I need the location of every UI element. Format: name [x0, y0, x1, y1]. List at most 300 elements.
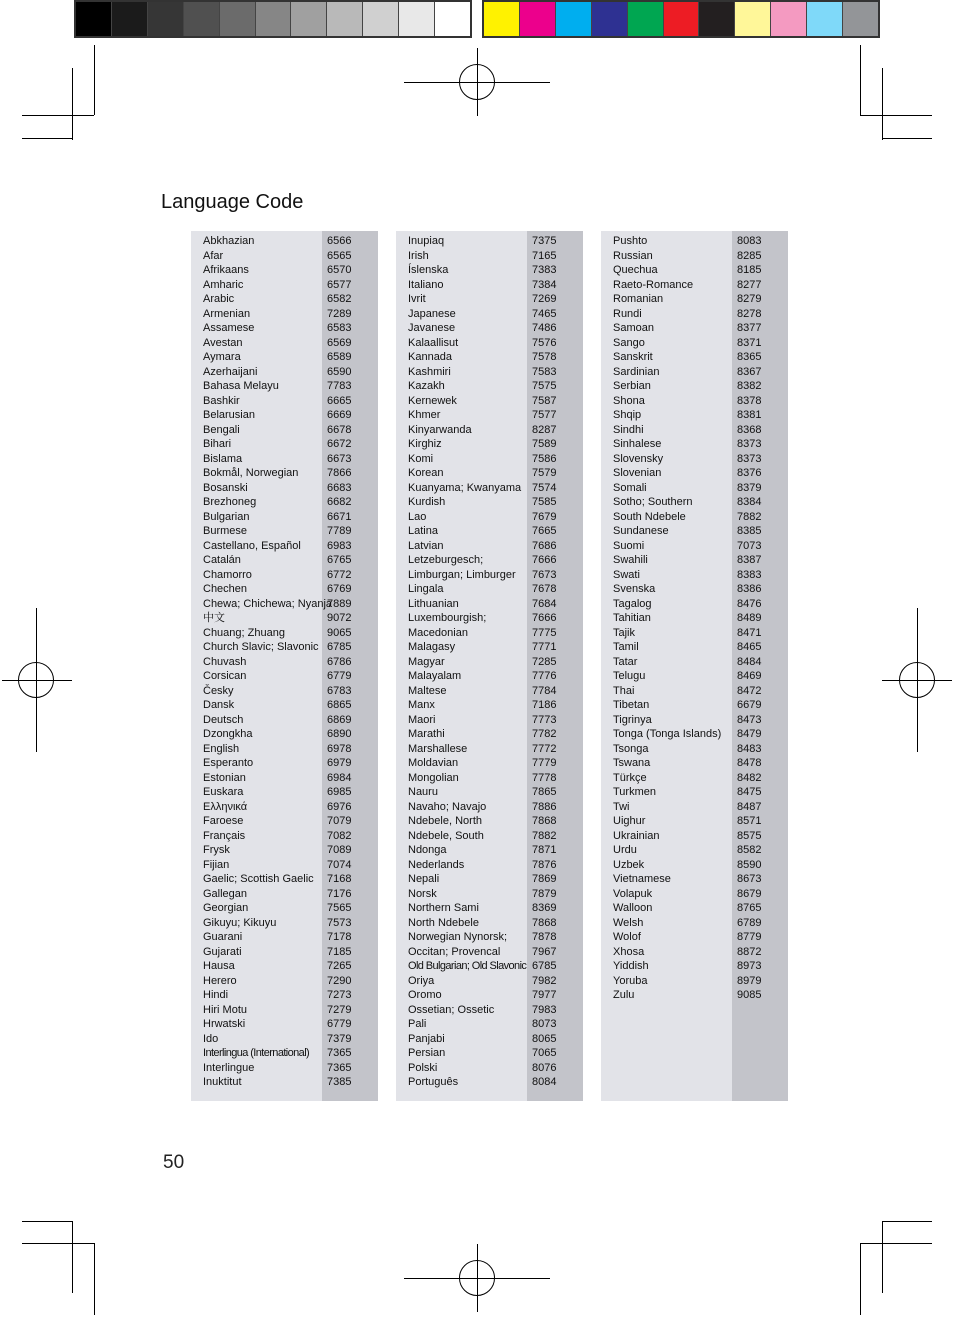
language-name: Latina	[408, 525, 438, 537]
language-code: 8476	[737, 597, 762, 610]
language-name: Macedonian	[408, 626, 468, 639]
language-name: Navaho; Navajo	[408, 800, 487, 813]
table-row	[191, 901, 378, 916]
color-swatch	[628, 2, 664, 36]
language-code: 8472	[737, 684, 762, 697]
language-name: Georgian	[203, 902, 249, 914]
table-row	[191, 959, 378, 974]
language-name: Persian	[408, 1047, 446, 1059]
language-name: Shona	[613, 394, 645, 407]
language-name: Amharic	[203, 278, 244, 291]
language-code: 7967	[532, 945, 557, 958]
language-name: Norwegian Nynorsk;	[408, 931, 508, 943]
language-name: Khmer	[408, 409, 441, 421]
language-name: Pushto	[613, 235, 648, 247]
language-name: Bulgarian	[203, 510, 250, 523]
language-name: Kashmiri	[408, 365, 451, 378]
gray-swatch	[256, 2, 292, 36]
table-row	[396, 495, 583, 510]
language-name: Twi	[613, 800, 630, 813]
language-code: 7886	[532, 800, 557, 813]
language-code: 8377	[737, 322, 762, 334]
language-code: 6566	[327, 235, 352, 247]
language-code: 8378	[737, 394, 762, 407]
language-code: 8083	[737, 235, 762, 247]
language-name: Uzbek	[613, 858, 645, 871]
language-code: 8779	[737, 931, 762, 943]
language-code: 6589	[327, 351, 352, 363]
crop-mark	[860, 1243, 932, 1244]
table-row	[396, 1017, 583, 1032]
language-code: 8673	[737, 873, 762, 885]
table-row	[396, 684, 583, 699]
language-code: 8376	[737, 467, 762, 479]
table-row	[191, 292, 378, 307]
language-name: Thai	[613, 684, 635, 697]
language-name: Avestan	[203, 336, 243, 349]
table-row	[601, 394, 788, 409]
language-name: Hindi	[203, 989, 229, 1001]
language-name: Shqip	[613, 409, 642, 421]
table-row	[191, 1003, 378, 1018]
language-code: 8278	[737, 307, 762, 320]
language-code: 7465	[532, 307, 557, 320]
table-row	[601, 785, 788, 800]
language-code: 7878	[532, 931, 557, 943]
language-name: Xhosa	[613, 945, 645, 958]
language-name: Slovenian	[613, 467, 662, 479]
table-row	[396, 785, 583, 800]
language-code: 8073	[532, 1018, 557, 1030]
table-row	[191, 394, 378, 409]
language-name: Sinhalese	[613, 438, 662, 450]
language-code: 8381	[737, 409, 762, 421]
language-code: 8979	[737, 974, 762, 987]
language-name: North Ndebele	[408, 916, 479, 929]
crop-mark	[882, 68, 883, 140]
table-row	[601, 234, 788, 249]
table-row	[396, 249, 583, 264]
language-code: 7666	[532, 554, 557, 566]
language-name: Castellano, Español	[203, 539, 301, 552]
language-name: Belarusian	[203, 409, 255, 421]
language-code: 6671	[327, 510, 352, 523]
grayscale-calibration-bar	[74, 0, 472, 38]
table-row	[601, 698, 788, 713]
language-code: 7384	[532, 278, 557, 291]
gray-swatch	[435, 2, 470, 36]
language-code: 7074	[327, 858, 352, 871]
table-row	[396, 481, 583, 496]
language-code: 6590	[327, 365, 352, 378]
language-name: Suomi	[613, 539, 645, 552]
language-name: Yoruba	[613, 974, 648, 987]
table-row	[191, 582, 378, 597]
language-name: Samoan	[613, 322, 654, 334]
language-name: Maori	[408, 713, 436, 726]
language-name: Brezhoneg	[203, 496, 257, 508]
table-row	[191, 727, 378, 742]
language-code: 8473	[737, 713, 762, 726]
language-code: 7778	[532, 771, 557, 784]
registration-circle	[899, 662, 935, 698]
language-name: Uighur	[613, 815, 646, 827]
language-code: 7079	[327, 815, 352, 827]
table-row	[601, 901, 788, 916]
language-name: Íslenska	[408, 264, 449, 276]
language-name: Arabic	[203, 293, 235, 305]
language-code: 6669	[327, 409, 352, 421]
language-name: Abkhazian	[203, 235, 255, 247]
language-name: Ossetian; Ossetic	[408, 1003, 495, 1016]
crop-mark	[882, 1221, 883, 1293]
table-row	[601, 945, 788, 960]
table-row	[396, 959, 583, 974]
language-code: 7576	[532, 336, 557, 349]
language-code: 7773	[532, 713, 557, 726]
table-row	[601, 292, 788, 307]
language-name: Malagasy	[408, 641, 456, 653]
table-row	[601, 365, 788, 380]
language-name: Kannada	[408, 351, 453, 363]
language-code: 7586	[532, 452, 557, 465]
table-row	[396, 1032, 583, 1047]
language-code: 6679	[737, 699, 762, 711]
language-code: 6583	[327, 322, 352, 334]
language-code: 7776	[532, 670, 557, 682]
table-row	[601, 423, 788, 438]
language-name: Chamorro	[203, 568, 252, 581]
table-row	[191, 684, 378, 699]
language-code: 8489	[737, 612, 762, 624]
gray-swatch	[327, 2, 363, 36]
gray-swatch	[184, 2, 220, 36]
table-row	[191, 916, 378, 931]
language-code: 6976	[327, 800, 352, 813]
language-code: 7868	[532, 916, 557, 929]
language-code: 7772	[532, 742, 557, 755]
language-code: 7865	[532, 786, 557, 798]
table-row	[191, 1075, 378, 1090]
crop-mark	[22, 1221, 72, 1222]
language-name: Oromo	[408, 989, 442, 1001]
language-code: 8076	[532, 1061, 557, 1074]
language-code: 6672	[327, 438, 352, 450]
language-code: 6673	[327, 452, 352, 465]
table-row	[396, 800, 583, 815]
language-name: Volapuk	[613, 887, 653, 900]
table-row	[191, 640, 378, 655]
language-name: Gaelic; Scottish Gaelic	[203, 873, 314, 885]
table-row	[601, 887, 788, 902]
language-name: Serbian	[613, 380, 651, 392]
table-row	[396, 263, 583, 278]
language-code: 8369	[532, 902, 557, 914]
language-code: 7486	[532, 322, 557, 334]
table-row	[191, 988, 378, 1003]
gray-swatch	[363, 2, 399, 36]
table-row	[191, 539, 378, 554]
language-name: Sotho; Southern	[613, 496, 693, 508]
language-code: 6890	[327, 728, 352, 740]
language-code: 7589	[532, 438, 557, 450]
table-row	[396, 379, 583, 394]
language-name: Sango	[613, 336, 645, 349]
language-name: Interlingua (International)	[203, 1047, 310, 1059]
language-name: Tatar	[613, 655, 638, 668]
language-name: Javanese	[408, 322, 456, 334]
language-name: Ukrainian	[613, 829, 660, 842]
table-row	[396, 945, 583, 960]
table-row	[601, 916, 788, 931]
language-code: 7882	[532, 829, 557, 842]
table-row	[396, 582, 583, 597]
table-row	[601, 350, 788, 365]
table-row	[396, 698, 583, 713]
language-name: Rundi	[613, 307, 642, 320]
language-code: 6772	[327, 568, 352, 581]
gray-swatch	[76, 2, 112, 36]
table-row	[396, 1046, 583, 1061]
language-name: Malayalam	[408, 670, 462, 682]
language-name: Sindhi	[613, 423, 644, 436]
language-name: Ndebele, North	[408, 815, 482, 827]
table-row	[396, 1061, 583, 1076]
table-row	[601, 452, 788, 467]
language-code: 8973	[737, 960, 762, 972]
language-name: Vietnamese	[613, 873, 671, 885]
language-code: 6869	[327, 713, 352, 726]
language-name: Moldavian	[408, 757, 459, 769]
rows-container	[601, 234, 788, 1003]
language-name: Lao	[408, 510, 427, 523]
table-row	[191, 568, 378, 583]
language-name: Tsonga	[613, 742, 649, 755]
color-swatch	[520, 2, 556, 36]
table-row	[396, 234, 583, 249]
language-name: Svenska	[613, 583, 656, 595]
table-row	[191, 553, 378, 568]
language-code: 8084	[532, 1076, 557, 1088]
language-code: 7587	[532, 394, 557, 407]
table-row	[396, 539, 583, 554]
language-code: 8478	[737, 757, 762, 769]
table-row	[396, 655, 583, 670]
table-row	[396, 669, 583, 684]
table-row	[601, 771, 788, 786]
language-code: 7585	[532, 496, 557, 508]
language-name: Dzongkha	[203, 728, 253, 740]
table-row	[396, 466, 583, 481]
language-name: Guarani	[203, 931, 243, 943]
language-name: Catalán	[203, 554, 241, 566]
table-row	[396, 408, 583, 423]
language-name: Yiddish	[613, 960, 649, 972]
language-name: Sundanese	[613, 525, 669, 537]
language-code: 7365	[327, 1061, 352, 1074]
language-name: Telugu	[613, 670, 646, 682]
language-name: Welsh	[613, 916, 644, 929]
table-row	[191, 698, 378, 713]
table-row	[191, 756, 378, 771]
language-name: Ivrit	[408, 293, 426, 305]
language-code: 8371	[737, 336, 762, 349]
crop-mark	[860, 45, 861, 115]
language-code: 7073	[737, 539, 762, 552]
color-swatch	[699, 2, 735, 36]
gray-swatch	[112, 2, 148, 36]
language-name: Afrikaans	[203, 264, 249, 276]
table-row	[191, 510, 378, 525]
language-name: Lingala	[408, 583, 444, 595]
language-code: 7977	[532, 989, 557, 1001]
table-row	[191, 713, 378, 728]
language-name: Dansk	[203, 699, 235, 711]
language-name: Inuktitut	[203, 1076, 242, 1088]
crop-mark	[882, 1221, 932, 1222]
table-row	[191, 350, 378, 365]
language-code: 7869	[532, 873, 557, 885]
language-code: 7686	[532, 539, 557, 552]
table-row	[601, 539, 788, 554]
language-name: Gujarati	[203, 945, 242, 958]
color-calibration-bar	[482, 0, 880, 38]
language-code: 7684	[532, 597, 557, 610]
language-code: 8479	[737, 728, 762, 740]
gray-swatch	[399, 2, 435, 36]
table-row	[396, 524, 583, 539]
table-row	[396, 771, 583, 786]
table-row	[601, 379, 788, 394]
table-row	[601, 713, 788, 728]
table-row	[396, 597, 583, 612]
language-name: Kirghiz	[408, 438, 442, 450]
table-row	[191, 524, 378, 539]
language-code: 9072	[327, 612, 352, 624]
table-row	[191, 669, 378, 684]
language-name: Mongolian	[408, 771, 459, 784]
language-code: 7089	[327, 844, 352, 856]
language-name: Kinyarwanda	[408, 423, 472, 436]
table-row	[601, 568, 788, 583]
table-row	[191, 379, 378, 394]
table-row	[396, 350, 583, 365]
language-name: Português	[408, 1076, 459, 1088]
table-row	[601, 814, 788, 829]
color-swatch	[592, 2, 628, 36]
language-code: 7289	[327, 307, 352, 320]
language-name: Chechen	[203, 583, 248, 595]
table-row	[601, 495, 788, 510]
language-code: 7165	[532, 249, 557, 262]
language-code: 7583	[532, 365, 557, 378]
table-row	[191, 829, 378, 844]
language-code: 7565	[327, 902, 352, 914]
language-code: 7577	[532, 409, 557, 421]
rows-container	[191, 234, 378, 1090]
crop-mark	[860, 115, 932, 116]
language-name: Swati	[613, 568, 640, 581]
language-code: 7285	[532, 655, 557, 668]
language-name: English	[203, 742, 240, 755]
language-code: 7678	[532, 583, 557, 595]
language-code: 6979	[327, 757, 352, 769]
language-code: 8571	[737, 815, 762, 827]
language-code-column-1	[191, 231, 378, 1101]
table-row	[396, 365, 583, 380]
language-code: 7889	[327, 597, 352, 610]
language-code: 7866	[327, 467, 352, 479]
language-name: Ido	[203, 1032, 219, 1045]
table-row	[191, 974, 378, 989]
table-row	[191, 800, 378, 815]
table-row	[191, 930, 378, 945]
language-name: Letzeburgesch;	[408, 554, 484, 566]
language-name: Sanskrit	[613, 351, 653, 363]
language-name: Tigrinya	[613, 713, 652, 726]
language-name: Bokmål, Norwegian	[203, 467, 299, 479]
language-name: Chewa; Chichewa; Nyanja	[203, 597, 333, 610]
language-code: 7379	[327, 1032, 352, 1045]
table-row	[191, 814, 378, 829]
table-row	[191, 278, 378, 293]
language-name: Faroese	[203, 815, 244, 827]
language-name: Occitan; Provencal	[408, 945, 501, 958]
table-row	[601, 684, 788, 699]
language-code: 6769	[327, 583, 352, 595]
language-code: 8386	[737, 583, 762, 595]
color-swatch	[484, 2, 520, 36]
language-name: Kurdish	[408, 496, 446, 508]
language-code: 8382	[737, 380, 762, 392]
table-row	[601, 408, 788, 423]
language-name: Hausa	[203, 960, 235, 972]
language-name: Irish	[408, 249, 429, 262]
table-row	[191, 626, 378, 641]
page-number: 50	[163, 1152, 185, 1173]
language-name: 中文	[203, 612, 225, 624]
language-name: Northern Sami	[408, 902, 479, 914]
language-name: Frysk	[203, 844, 230, 856]
table-row	[191, 843, 378, 858]
registration-circle	[459, 64, 495, 100]
language-name: Tswana	[613, 757, 651, 769]
crop-mark	[72, 1221, 73, 1293]
language-name: Walloon	[613, 902, 653, 914]
table-row	[601, 626, 788, 641]
language-name: Afar	[203, 249, 224, 262]
table-row	[191, 307, 378, 322]
language-name: Tibetan	[613, 699, 650, 711]
table-row	[396, 307, 583, 322]
language-code: 8575	[737, 829, 762, 842]
table-row	[396, 727, 583, 742]
table-row	[396, 742, 583, 757]
language-code: 7771	[532, 641, 557, 653]
table-row	[601, 959, 788, 974]
language-code: 8469	[737, 670, 762, 682]
table-row	[191, 858, 378, 873]
language-code: 7082	[327, 829, 352, 842]
language-name: Tagalog	[613, 597, 652, 610]
table-row	[191, 495, 378, 510]
language-name: Kuanyama; Kwanyama	[408, 481, 522, 494]
language-code: 7784	[532, 684, 557, 697]
language-name: Bosanski	[203, 481, 248, 494]
language-code: 7679	[532, 510, 557, 523]
language-code: 6789	[737, 916, 762, 929]
table-row	[396, 887, 583, 902]
